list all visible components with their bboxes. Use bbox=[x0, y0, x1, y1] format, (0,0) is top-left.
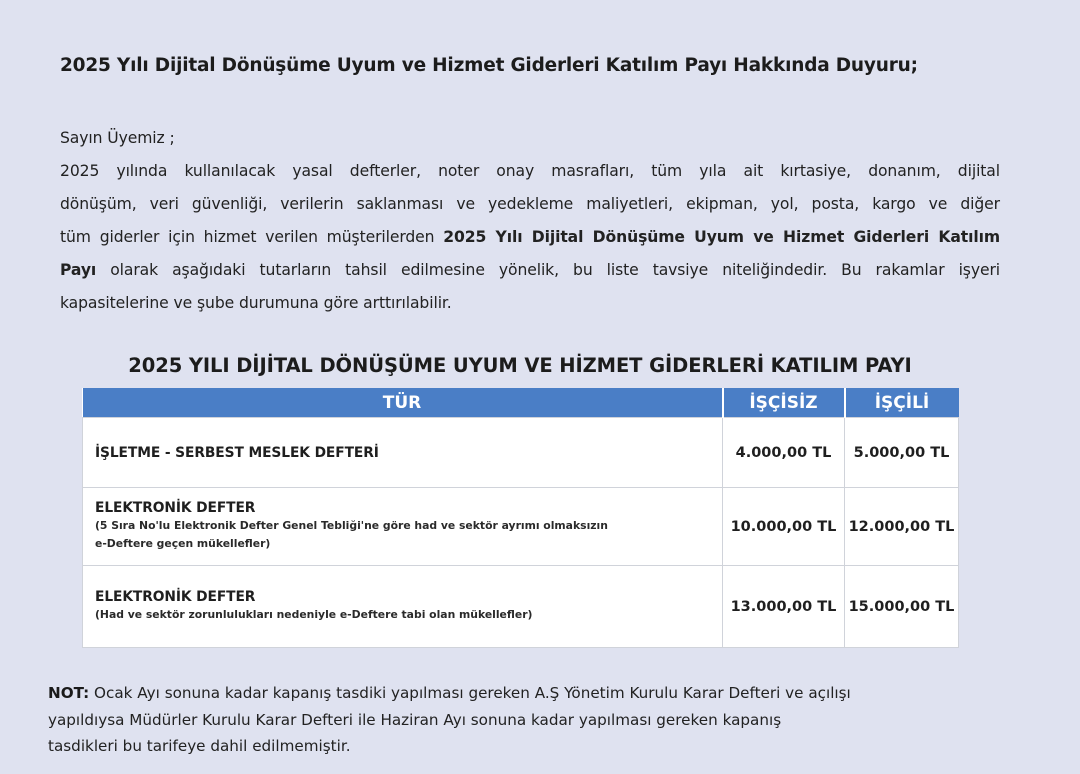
table-row bbox=[83, 418, 959, 488]
table-row bbox=[83, 566, 959, 648]
table-header-row bbox=[83, 388, 959, 418]
row-note-line-1: (Had ve sektör zorunlulukları nedeniyle e-Deftere tabi olan mükellefler) bbox=[95, 608, 533, 621]
table-title: 2025 YILI DİJİTAL DÖNÜŞÜME UYUM VE HİZMET GİDERLERİ KATILIM PAYI bbox=[128, 354, 912, 377]
footnote bbox=[48, 680, 998, 760]
paragraph-line-4-text: olarak aşağıdaki tutarların tahsil edilmesine yönelik, bu liste tavsiye niteliğindedir. Bu rakamlar işyeri bbox=[96, 261, 1000, 279]
announcement-title: 2025 Yılı Dijital Dönüşüme Uyum ve Hizmet Giderleri Katılım Payı Hakkında Duyuru; bbox=[60, 55, 918, 76]
price-with-workers: 15.000,00 TL bbox=[845, 566, 959, 648]
row-name: ELEKTRONİK DEFTER bbox=[95, 500, 256, 516]
row-name: İŞLETME - SERBEST MESLEK DEFTERİ bbox=[95, 444, 379, 461]
footnote-line-1 bbox=[48, 680, 998, 707]
row-note bbox=[95, 606, 716, 624]
row-type-cell bbox=[83, 418, 723, 488]
fee-table bbox=[82, 388, 959, 648]
footnote-line-1-text: Ocak Ayı sonuna kadar kapanış tasdiki yapılması gereken A.Ş Yönetim Kurulu Karar Defteri ve açılışı bbox=[89, 684, 851, 702]
footnote-line-3: tasdikleri bu tarifeye dahil edilmemiştir. bbox=[48, 737, 351, 755]
header-without-workers: İŞÇİSİZ bbox=[723, 388, 845, 418]
header-type: TÜR bbox=[83, 388, 723, 418]
paragraph-line-3-bold: 2025 Yılı Dijital Dönüşüme Uyum ve Hizmet Giderleri Katılım bbox=[443, 228, 1000, 246]
row-note-line-2: e-Deftere geçen mükellefler) bbox=[95, 537, 271, 550]
row-type-cell bbox=[83, 566, 723, 648]
paragraph-line-4 bbox=[60, 254, 1000, 287]
price-without-workers: 10.000,00 TL bbox=[723, 488, 845, 566]
announcement-body bbox=[60, 122, 1000, 320]
greeting: Sayın Üyemiz ; bbox=[60, 129, 175, 147]
footnote-label: NOT: bbox=[48, 684, 90, 702]
paragraph-line-4-bold: Payı bbox=[60, 261, 97, 279]
paragraph-line-1: 2025 yılında kullanılacak yasal defterler, noter onay masrafları, tüm yıla ait kırtasiye, donanım, dijital bbox=[60, 162, 1000, 180]
row-note-line-1: (5 Sıra No'lu Elektronik Defter Genel Tebliği'ne göre had ve sektör ayrımı olmaksızın bbox=[95, 519, 608, 532]
paragraph-line-3-text: tüm giderler için hizmet verilen müşterilerden bbox=[60, 228, 444, 246]
price-with-workers: 5.000,00 TL bbox=[845, 418, 959, 488]
footnote-line-2: yapıldıysa Müdürler Kurulu Karar Defteri ile Haziran Ayı sonuna kadar yapılması gereken kapanış bbox=[48, 710, 782, 729]
paragraph-line-2: dönüşüm, veri güvenliği, verilerin saklanması ve yedekleme maliyetleri, ekipman, yol, posta, kargo ve diğer bbox=[60, 195, 1000, 213]
price-with-workers: 12.000,00 TL bbox=[845, 488, 959, 566]
paragraph-line-5: kapasitelerine ve şube durumuna göre arttırılabilir. bbox=[60, 294, 452, 312]
table-row bbox=[83, 488, 959, 566]
price-without-workers: 4.000,00 TL bbox=[723, 418, 845, 488]
row-name: ELEKTRONİK DEFTER bbox=[95, 589, 256, 605]
paragraph-line-3 bbox=[60, 221, 1000, 254]
row-type-cell bbox=[83, 488, 723, 566]
row-note bbox=[95, 517, 716, 553]
price-without-workers: 13.000,00 TL bbox=[723, 566, 845, 648]
header-with-workers: İŞÇİLİ bbox=[845, 388, 959, 418]
